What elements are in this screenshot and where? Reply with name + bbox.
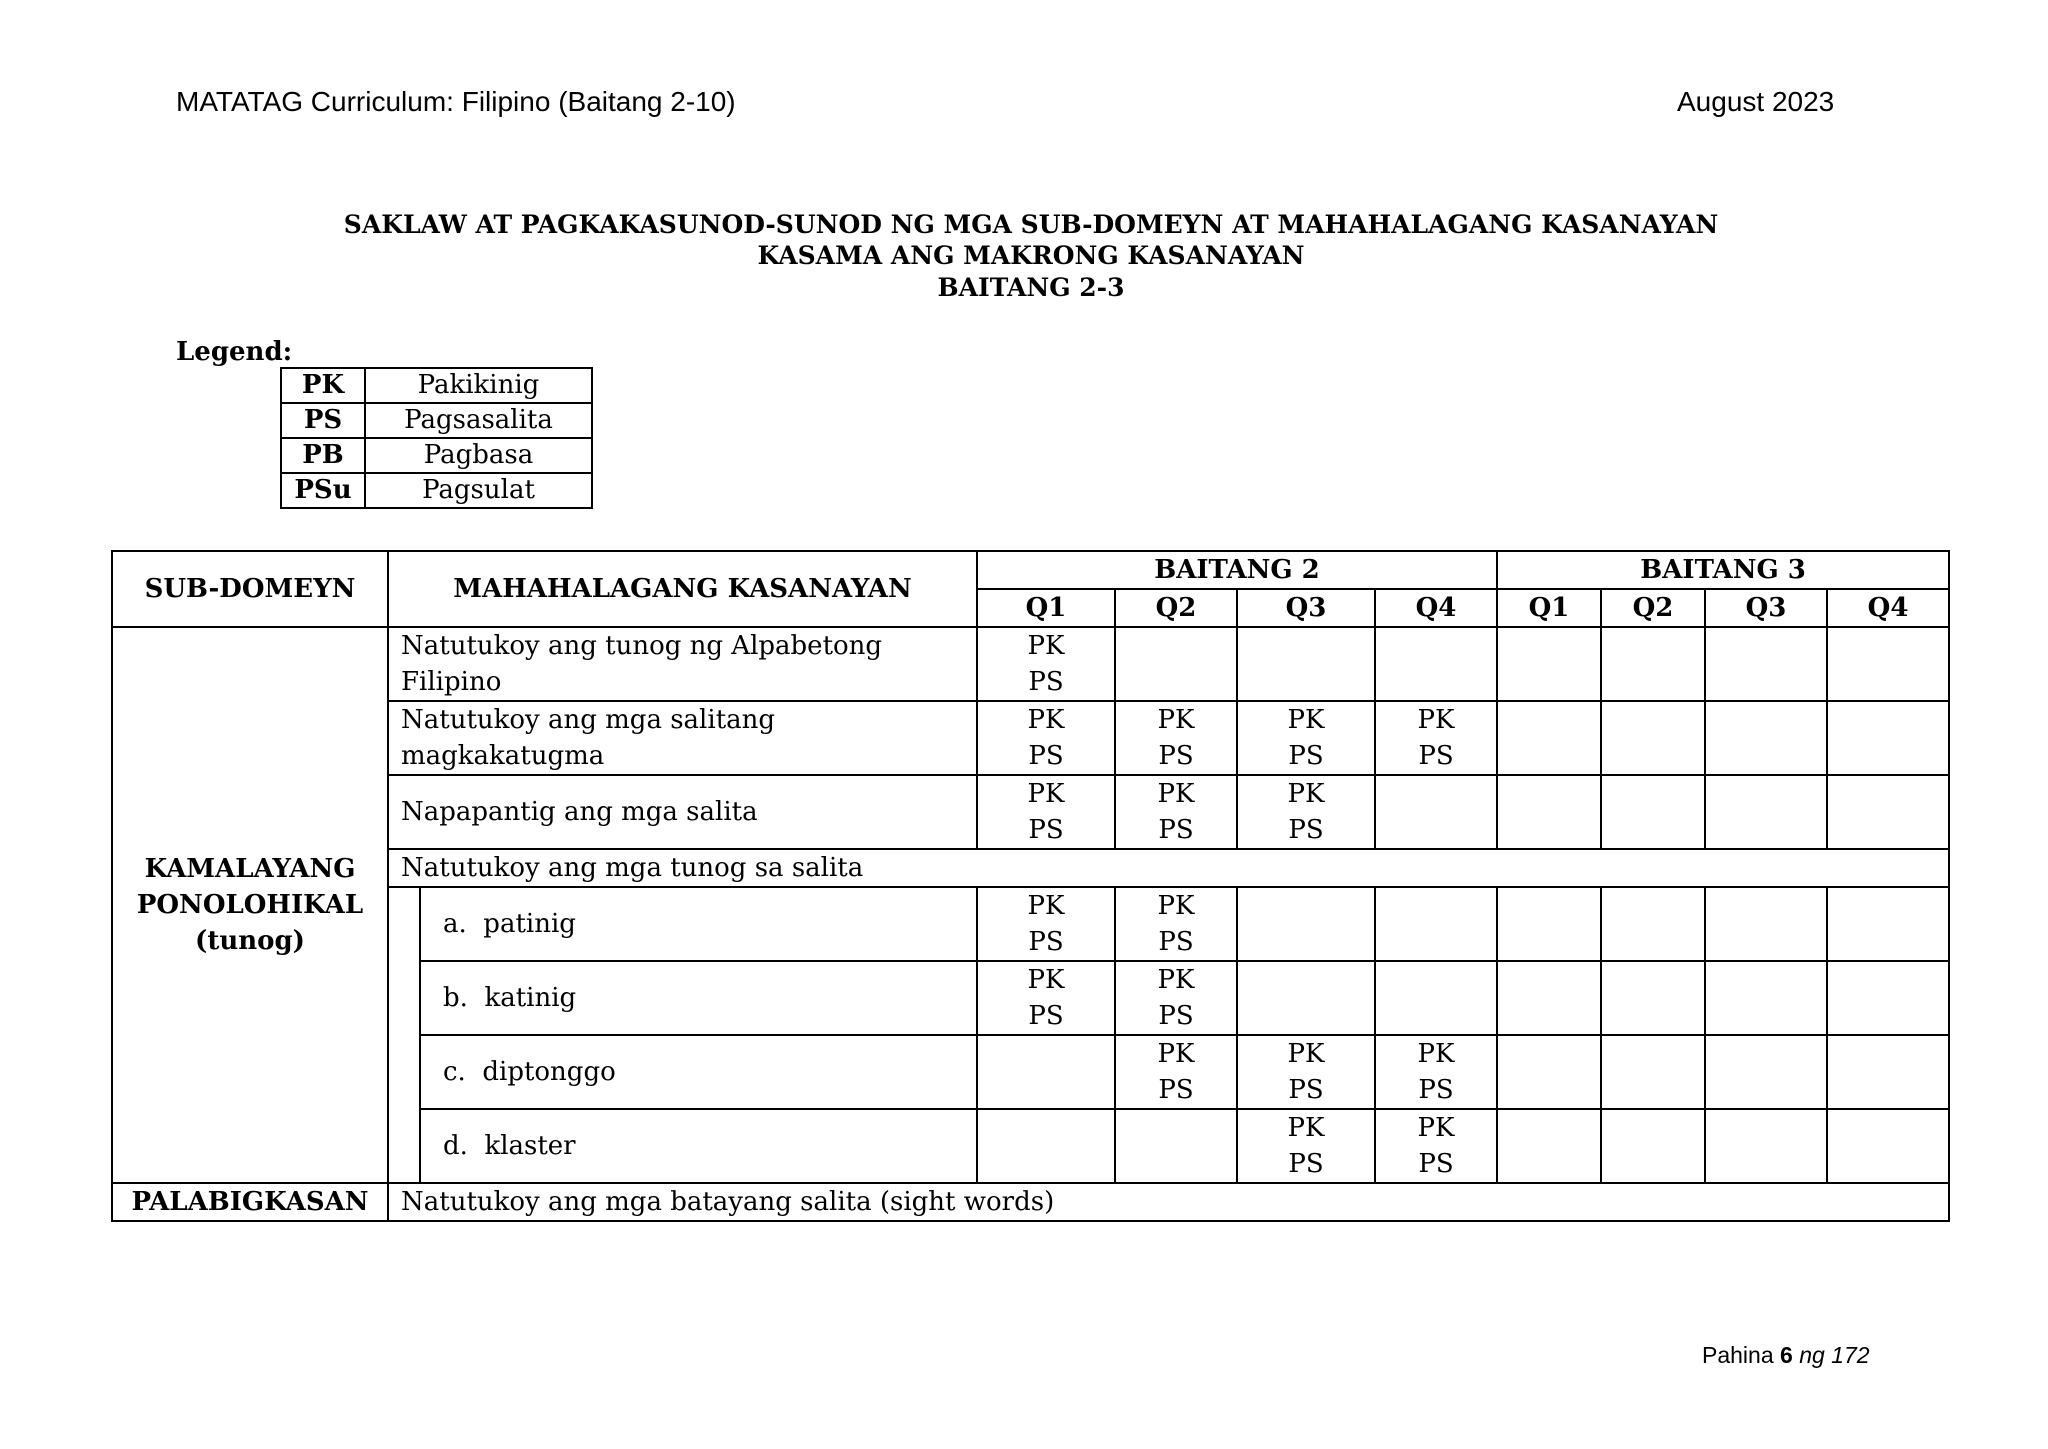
mark-pk: PK xyxy=(1287,779,1325,809)
table-row xyxy=(112,775,1949,849)
legend-row xyxy=(281,368,592,403)
mark-pk: PK xyxy=(1417,1113,1455,1143)
skill-mark-cell xyxy=(1115,775,1237,849)
mark-ps: PS xyxy=(1288,741,1324,771)
empty-cell xyxy=(1827,775,1949,849)
document-header-title: MATATAG Curriculum: Filipino (Baitang 2-10) xyxy=(176,86,736,117)
legend-code: PS xyxy=(281,403,365,438)
mark-ps: PS xyxy=(1028,1001,1064,1031)
mark-ps: PS xyxy=(1028,741,1064,771)
quarter-header: Q4 xyxy=(1827,589,1949,627)
legend-label: Pakikinig xyxy=(365,368,592,403)
curriculum-table xyxy=(111,550,1950,1222)
subdomain-name: PONOLOHIKAL xyxy=(136,890,364,920)
empty-cell xyxy=(1497,1109,1601,1183)
skill-cell: Natutukoy ang mga tunog sa salita xyxy=(388,849,1949,887)
empty-cell xyxy=(1601,961,1705,1035)
empty-cell xyxy=(1601,1035,1705,1109)
mark-pk: PK xyxy=(1287,705,1325,735)
skill-mark-cell xyxy=(1115,887,1237,961)
subdomain-name: KAMALAYANG xyxy=(144,854,356,884)
mark-ps: PS xyxy=(1158,1001,1194,1031)
mark-ps: PS xyxy=(1028,815,1064,845)
mark-pk: PK xyxy=(1157,705,1195,735)
quarter-header: Q3 xyxy=(1705,589,1827,627)
legend-row xyxy=(281,473,592,508)
empty-cell xyxy=(1601,775,1705,849)
empty-cell xyxy=(1705,775,1827,849)
empty-cell xyxy=(1705,701,1827,775)
skill-cell: Napapantig ang mga salita xyxy=(388,775,977,849)
empty-cell xyxy=(1827,1035,1949,1109)
skill-cell: Natutukoy ang tunog ng Alpabetong Filipino xyxy=(388,627,977,701)
table-row xyxy=(112,849,1949,887)
legend-label: Pagsulat xyxy=(365,473,592,508)
mark-ps: PS xyxy=(1418,741,1454,771)
mark-pk: PK xyxy=(1287,1039,1325,1069)
empty-cell xyxy=(1601,627,1705,701)
column-header-grade2: BAITANG 2 xyxy=(977,551,1497,589)
page-title-line-2: KASAMA ANG MAKRONG KASANAYAN xyxy=(757,241,1305,270)
empty-cell xyxy=(977,1035,1115,1109)
empty-cell xyxy=(1497,961,1601,1035)
table-row xyxy=(112,627,1949,701)
empty-cell xyxy=(1497,627,1601,701)
column-header-subdomain: SUB-DOMEYN xyxy=(112,551,388,627)
skill-mark-cell xyxy=(1115,1035,1237,1109)
quarter-header: Q3 xyxy=(1237,589,1375,627)
skill-mark-cell xyxy=(977,961,1115,1035)
skill-mark-cell xyxy=(1237,1035,1375,1109)
mark-pk: PK xyxy=(1027,891,1065,921)
empty-cell xyxy=(1237,961,1375,1035)
empty-cell xyxy=(1601,701,1705,775)
empty-cell xyxy=(1827,1109,1949,1183)
legend-row xyxy=(281,438,592,473)
indent-spacer xyxy=(388,887,420,1183)
empty-cell xyxy=(1827,627,1949,701)
empty-cell xyxy=(1601,1109,1705,1183)
mark-ps: PS xyxy=(1028,667,1064,697)
empty-cell xyxy=(1705,1109,1827,1183)
mark-ps: PS xyxy=(1158,741,1194,771)
subdomain-name: (tunog) xyxy=(195,926,305,956)
empty-cell xyxy=(1497,887,1601,961)
legend-title: Legend: xyxy=(176,337,293,367)
quarter-header: Q2 xyxy=(1601,589,1705,627)
legend-code: PK xyxy=(281,368,365,403)
empty-cell xyxy=(1705,1035,1827,1109)
mark-pk: PK xyxy=(1417,705,1455,735)
mark-ps: PS xyxy=(1418,1149,1454,1179)
skill-mark-cell xyxy=(1375,1035,1497,1109)
mark-pk: PK xyxy=(1027,779,1065,809)
empty-cell xyxy=(1827,887,1949,961)
empty-cell xyxy=(1497,775,1601,849)
mark-ps: PS xyxy=(1028,927,1064,957)
empty-cell xyxy=(977,1109,1115,1183)
empty-cell xyxy=(1375,961,1497,1035)
skill-mark-cell xyxy=(1115,701,1237,775)
skill-mark-cell xyxy=(1237,1109,1375,1183)
page-title-line-3: BAITANG 2-3 xyxy=(937,273,1125,302)
page-footer xyxy=(1702,1342,1870,1369)
mark-pk: PK xyxy=(1027,705,1065,735)
empty-cell xyxy=(1497,1035,1601,1109)
page-title-line-1: SAKLAW AT PAGKAKASUNOD-SUNOD NG MGA SUB-DOMEYN AT MAHAHALAGANG KASANAYAN xyxy=(343,210,1719,239)
mark-ps: PS xyxy=(1288,1075,1324,1105)
empty-cell xyxy=(1237,887,1375,961)
table-row xyxy=(112,1183,1949,1221)
empty-cell xyxy=(1375,627,1497,701)
mark-ps: PS xyxy=(1418,1075,1454,1105)
mark-pk: PK xyxy=(1027,631,1065,661)
skill-mark-cell xyxy=(1375,701,1497,775)
column-header-grade3: BAITANG 3 xyxy=(1497,551,1949,589)
mark-pk: PK xyxy=(1157,779,1195,809)
mark-ps: PS xyxy=(1158,815,1194,845)
footer-prefix: Pahina xyxy=(1702,1342,1774,1368)
empty-cell xyxy=(1115,627,1237,701)
mark-ps: PS xyxy=(1288,1149,1324,1179)
empty-cell xyxy=(1375,775,1497,849)
empty-cell xyxy=(1705,961,1827,1035)
skill-cell: d. klaster xyxy=(420,1109,977,1183)
quarter-header: Q1 xyxy=(977,589,1115,627)
footer-page-total: ng 172 xyxy=(1799,1342,1870,1368)
skill-mark-cell xyxy=(1237,701,1375,775)
quarter-header: Q2 xyxy=(1115,589,1237,627)
skill-mark-cell xyxy=(977,775,1115,849)
empty-cell xyxy=(1705,887,1827,961)
skill-mark-cell xyxy=(1237,775,1375,849)
mark-ps: PS xyxy=(1158,927,1194,957)
table-row xyxy=(112,887,1949,961)
legend-row xyxy=(281,403,592,438)
skill-cell: a. patinig xyxy=(420,887,977,961)
empty-cell xyxy=(1827,701,1949,775)
mark-pk: PK xyxy=(1417,1039,1455,1069)
table-row xyxy=(112,701,1949,775)
legend-code: PSu xyxy=(281,473,365,508)
mark-ps: PS xyxy=(1288,815,1324,845)
skill-cell: Natutukoy ang mga salitang magkakatugma xyxy=(388,701,977,775)
skill-cell: b. katinig xyxy=(420,961,977,1035)
legend-code: PB xyxy=(281,438,365,473)
skill-cell: c. diptonggo xyxy=(420,1035,977,1109)
column-header-skill: MAHAHALAGANG KASANAYAN xyxy=(388,551,977,627)
empty-cell xyxy=(1237,627,1375,701)
subdomain-cell xyxy=(112,627,388,1183)
empty-cell xyxy=(1497,701,1601,775)
quarter-header: Q1 xyxy=(1497,589,1601,627)
subdomain-cell: PALABIGKASAN xyxy=(112,1183,388,1221)
skill-mark-cell xyxy=(1375,1109,1497,1183)
table-header-row xyxy=(112,551,1949,589)
legend-label: Pagsasalita xyxy=(365,403,592,438)
skill-mark-cell xyxy=(977,627,1115,701)
legend-label: Pagbasa xyxy=(365,438,592,473)
empty-cell xyxy=(1705,627,1827,701)
footer-page-number: 6 xyxy=(1780,1342,1793,1368)
mark-pk: PK xyxy=(1157,965,1195,995)
mark-pk: PK xyxy=(1157,1039,1195,1069)
mark-ps: PS xyxy=(1158,1075,1194,1105)
skill-mark-cell xyxy=(977,887,1115,961)
empty-cell xyxy=(1827,961,1949,1035)
empty-cell xyxy=(1115,1109,1237,1183)
skill-mark-cell xyxy=(1115,961,1237,1035)
quarter-header: Q4 xyxy=(1375,589,1497,627)
mark-pk: PK xyxy=(1157,891,1195,921)
skill-cell: Natutukoy ang mga batayang salita (sight words) xyxy=(388,1183,1949,1221)
skill-mark-cell xyxy=(977,701,1115,775)
document-header-date: August 2023 xyxy=(1677,86,1835,117)
legend-table xyxy=(280,367,593,509)
empty-cell xyxy=(1375,887,1497,961)
mark-pk: PK xyxy=(1287,1113,1325,1143)
mark-pk: PK xyxy=(1027,965,1065,995)
empty-cell xyxy=(1601,887,1705,961)
